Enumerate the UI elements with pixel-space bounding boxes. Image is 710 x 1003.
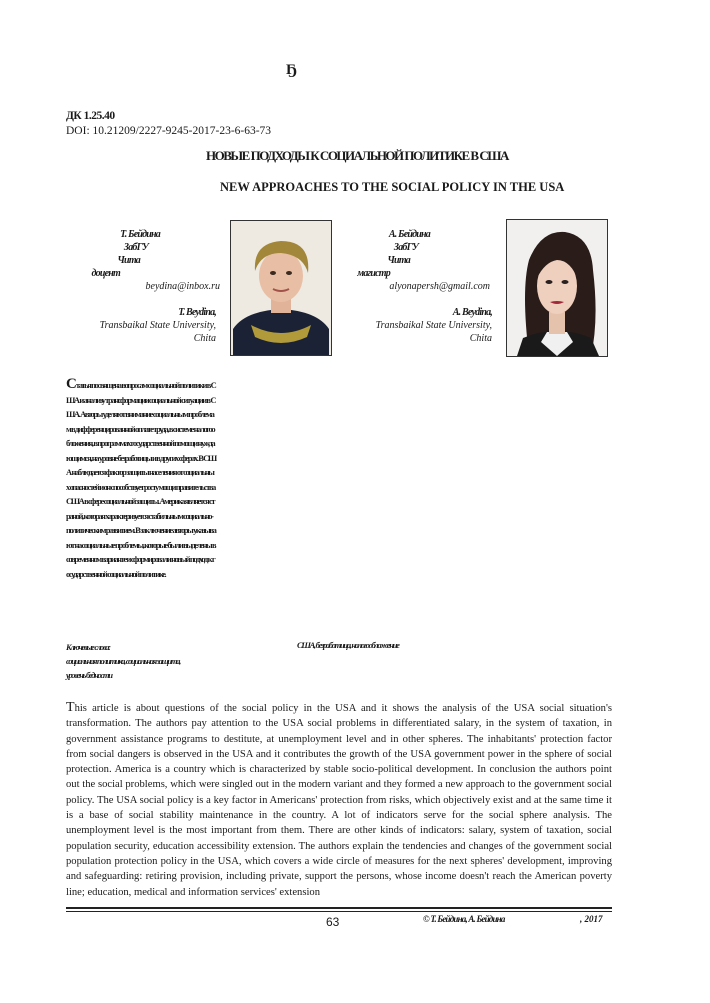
author-2-en-name: A. Beydina,	[452, 307, 492, 318]
author-2-ru-city: Чита	[387, 255, 410, 266]
keywords-ru-label: Ключевые слова:	[66, 642, 110, 652]
author-1-en-city: Chita	[193, 333, 216, 344]
udc-code: ДК 1.25.40	[66, 110, 115, 122]
doi: DOI: 10.21209/2227-9245-2017-23-6-63-73	[66, 125, 272, 137]
copyright-year: , 2017	[580, 914, 603, 924]
author-1-en-name: T. Beydina,	[178, 307, 216, 318]
abstract-ru-dropcap: С	[66, 376, 76, 392]
keywords-ru	[66, 640, 180, 682]
author-2-photo	[506, 219, 608, 357]
keywords-ru-right: США, безработица, налогообложение	[297, 640, 399, 650]
section-title: Ҕ	[286, 62, 296, 78]
author-1-ru-position: доцент	[91, 268, 120, 279]
abstract-ru	[66, 377, 216, 581]
footer-rule-top	[66, 907, 612, 909]
copyright: © Т. Бейдина, А. Бейдина	[423, 914, 505, 924]
author-2-ru-position: магистр	[357, 268, 390, 279]
keywords-ru-line-1: социальная политика, социальная защита,	[66, 656, 180, 666]
author-2-en-city: Chita	[469, 333, 492, 344]
keywords-ru-line-2: уровень бедности	[66, 670, 112, 680]
footer-rule-bottom	[66, 911, 612, 912]
author-1-ru-city: Чита	[117, 255, 140, 266]
author-2-email: alyonapersh@gmail.com	[389, 281, 490, 292]
author-1-email: beydina@inbox.ru	[145, 281, 220, 292]
author-2-en-affiliation: Transbaikal State University,	[375, 320, 492, 331]
author-2-en-block	[332, 306, 492, 345]
abstract-ru-text: татья посвящена вопросам социальной политики в США и анализу трансформации социальной ситуации в США. Авторы уделяют внимание социальным проблемам в дифференцированной оплате труда, в системе налогообложения, в программах государственной помощи нуждающимся, на уровне безработицы и в других сферах. В США наблюдается фактор защиты населения от социальных опасностей и он способствует росту мощи правительства США в сфере социальной защиты. Америка является страной, которая характеризуется стабильным социально-политическим развитием. В заключение авторы указывают на социальные проблемы, которые были выделены в современном варианте и сформировали новый подход к государственной социальной политике.	[66, 380, 216, 579]
abstract-en	[66, 700, 612, 900]
title-ru: НОВЫЕ ПОДХОДЫ К СОЦИАЛЬНОЙ ПОЛИТИКЕ В США	[206, 148, 508, 163]
author-2-ru-org: ЗабГУ	[393, 242, 418, 253]
article-meta	[66, 109, 271, 139]
author-1-ru-org: ЗабГУ	[123, 242, 148, 253]
page-number: 63	[326, 915, 340, 929]
author-1-en-block	[56, 306, 216, 345]
abstract-en-text: his article is about questions of the social policy in the USA and it shows the analysis of the USA social situation's transformation. The authors pay attention to the USA social problems in differentiated salary, in the system of taxation, in government assistance programs to destitute, at unemployment level and in other spheres. The inhabitants' protection factor from social dangers is observed in the USA and it contributes the growth of the USA government power in the sphere of social protection. America is a country which is characterized by stable socio-political development. In conclusion the authors point out the social problems, which were singled out in the modern variant and they formed a new approach to the government social policy. The USA social policy is a key factor in Americans' protection from risks, which objectively exist and at the same time it is a base of social stability maintenance in the country. A lot of indicators serve for the social sphere analysis. The unemployment level is the most important from them. There are other kinds of indicators: salary, system of taxation, social population security, education accessibility extension. The authors explain the tendencies and changes of the government social population protection policy in the USA, which covers a wide circle of measures for the next spheres' development, improving and safeguarding: retiring provision, including private, support the persons, whose income doesn't reach the American poverty line; education, medical and information services' extension	[66, 703, 612, 898]
author-2-ru-name: А. Бейдина	[388, 229, 430, 240]
author-1-ru-name: Т. Бейдина	[120, 229, 160, 240]
author-1-en-affiliation: Transbaikal State University,	[99, 320, 216, 331]
author-1-ru-block	[70, 228, 220, 293]
abstract-en-dropcap: T	[66, 700, 75, 715]
author-2-ru-block	[340, 228, 490, 293]
title-en: NEW APPROACHES TO THE SOCIAL POLICY IN THE USA	[220, 180, 565, 194]
author-1-photo	[230, 220, 332, 356]
